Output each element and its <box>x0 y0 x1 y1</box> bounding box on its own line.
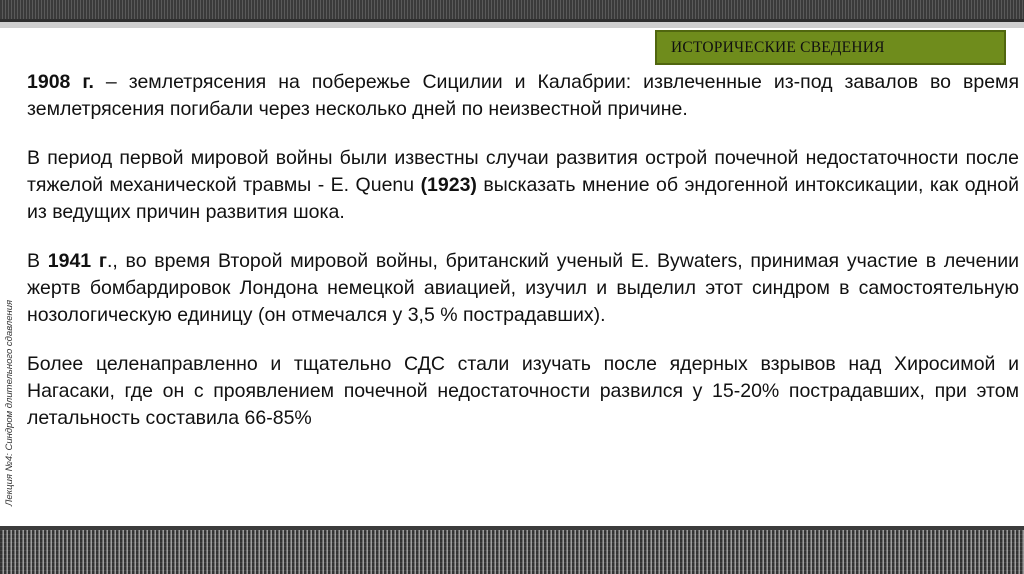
top-light-strip <box>0 22 1024 28</box>
section-header <box>655 30 1006 65</box>
paragraph-1941-text-after: ., во время Второй мировой войны, британский ученый E. Bywaters, принимая участие в лечении жертв бомбардировок Лондона немецкой авиацией, изучил и выделил этот синдром в самостоятельную нозологическую единицу (он отмечался у 3,5 % пострадавших). <box>27 250 1019 326</box>
paragraph-hiroshima-text: Более целенаправленно и тщательно СДС стали изучать после ядерных взрывов над Хиросимой и Нагасаки, где он с проявлением почечной недостаточности развился у 15-20% пострадавших, при этом летальность составила 66-85% <box>27 353 1019 429</box>
paragraph-1908 <box>27 69 1019 123</box>
slide-content <box>27 69 1019 454</box>
paragraph-1941 <box>27 248 1019 329</box>
year-1941: 1941 г <box>47 250 107 272</box>
year-1923: (1923) <box>420 174 477 196</box>
lecture-side-label: Лекция №4: Синдром длительного сдавления <box>4 299 15 507</box>
paragraph-ww1 <box>27 145 1019 226</box>
paragraph-ww1-text-before: В период первой мировой войны были известны случаи развития острой почечной недостаточности после тяжелой механической травмы - E. Quenu <box>27 147 1019 196</box>
paragraph-hiroshima <box>27 351 1019 432</box>
bottom-decorative-band <box>0 530 1024 574</box>
paragraph-1941-text-before: В <box>27 250 48 272</box>
year-1908: 1908 г. <box>27 71 94 93</box>
paragraph-ww1-text-after: высказать мнение об эндогенной интоксикации, как одной из ведущих причин развития шока. <box>27 174 1019 223</box>
section-header-title: ИСТОРИЧЕСКИЕ СВЕДЕНИЯ <box>671 38 885 56</box>
top-decorative-band <box>0 0 1024 19</box>
paragraph-1908-text: – землетрясения на побережье Сицилии и Калабрии: извлеченные из-под завалов во время землетрясения погибали через несколько дней по неизвестной причине. <box>27 71 1020 120</box>
